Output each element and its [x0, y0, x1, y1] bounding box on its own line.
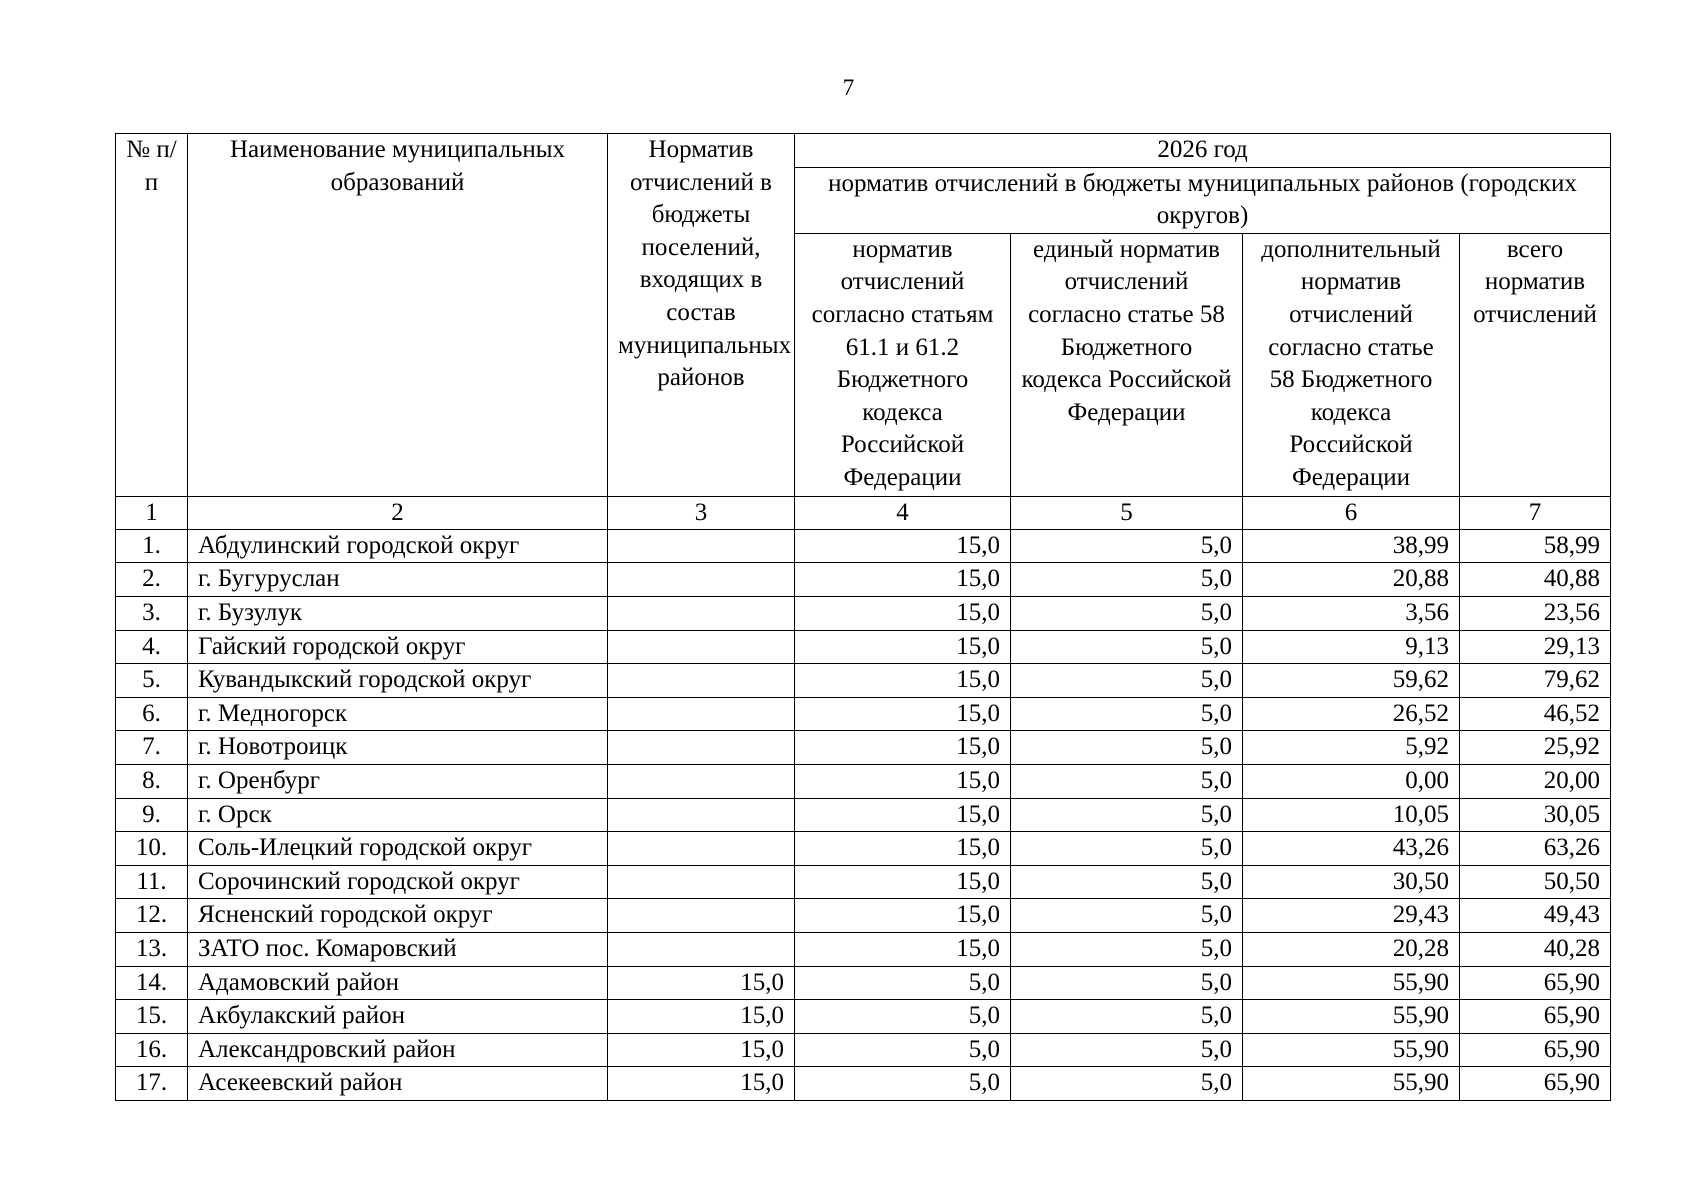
- header-additional-norm: дополнительный норматив отчислений согласно статье 58 Бюджетного кодекса Российской Федерации: [1243, 233, 1460, 496]
- total-norm-value: 65,90: [1460, 1033, 1611, 1067]
- total-norm-value: 79,62: [1460, 664, 1611, 698]
- row-number: 2.: [116, 563, 188, 597]
- additional-norm-value: 30,50: [1243, 865, 1460, 899]
- municipality-name: г. Оренбург: [188, 764, 608, 798]
- single-norm-value: 5,0: [1011, 664, 1243, 698]
- total-norm-value: 46,52: [1460, 697, 1611, 731]
- page-number: 7: [842, 75, 855, 100]
- settlements-norm-value: [608, 832, 795, 866]
- municipality-name: Александровский район: [188, 1033, 608, 1067]
- single-norm-value: 5,0: [1011, 764, 1243, 798]
- header-number: № п/п: [116, 134, 188, 497]
- municipality-name: Кувандыкский городской округ: [188, 664, 608, 698]
- art61-norm-value: 15,0: [795, 596, 1011, 630]
- table-row: [116, 865, 1611, 899]
- total-norm-value: 63,26: [1460, 832, 1611, 866]
- municipality-name: г. Бугуруслан: [188, 563, 608, 597]
- municipality-name: г. Орск: [188, 798, 608, 832]
- settlements-norm-value: [608, 932, 795, 966]
- art61-norm-value: 15,0: [795, 932, 1011, 966]
- single-norm-value: 5,0: [1011, 731, 1243, 765]
- table-row: [116, 731, 1611, 765]
- total-norm-value: 29,13: [1460, 630, 1611, 664]
- additional-norm-value: 0,00: [1243, 764, 1460, 798]
- table-row: [116, 1000, 1611, 1034]
- row-number: 14.: [116, 966, 188, 1000]
- settlements-norm-value: [608, 865, 795, 899]
- additional-norm-value: 9,13: [1243, 630, 1460, 664]
- settlements-norm-value: 15,0: [608, 966, 795, 1000]
- total-norm-value: 49,43: [1460, 899, 1611, 933]
- art61-norm-value: 15,0: [795, 832, 1011, 866]
- art61-norm-value: 5,0: [795, 1000, 1011, 1034]
- total-norm-value: 65,90: [1460, 1000, 1611, 1034]
- table-row: [116, 697, 1611, 731]
- table-row: [116, 664, 1611, 698]
- art61-norm-value: 15,0: [795, 664, 1011, 698]
- table-row: [116, 966, 1611, 1000]
- table-row: [116, 832, 1611, 866]
- row-number: 8.: [116, 764, 188, 798]
- row-number: 15.: [116, 1000, 188, 1034]
- row-number: 13.: [116, 932, 188, 966]
- total-norm-value: 23,56: [1460, 596, 1611, 630]
- total-norm-value: 40,28: [1460, 932, 1611, 966]
- header-total-norm: всего норматив отчислений: [1460, 233, 1611, 496]
- additional-norm-value: 3,56: [1243, 596, 1460, 630]
- single-norm-value: 5,0: [1011, 1067, 1243, 1101]
- additional-norm-value: 55,90: [1243, 1067, 1460, 1101]
- additional-norm-value: 43,26: [1243, 832, 1460, 866]
- deduction-norms-table: [115, 133, 1611, 1101]
- art61-norm-value: 15,0: [795, 899, 1011, 933]
- art61-norm-value: 15,0: [795, 697, 1011, 731]
- municipality-name: г. Бузулук: [188, 596, 608, 630]
- header-single-norm: единый норматив отчислений согласно статье 58 Бюджетного кодекса Российской Федерации: [1011, 233, 1243, 496]
- municipality-name: Соль-Илецкий городской округ: [188, 832, 608, 866]
- single-norm-value: 5,0: [1011, 1033, 1243, 1067]
- settlements-norm-value: [608, 529, 795, 563]
- settlements-norm-value: [608, 664, 795, 698]
- art61-norm-value: 15,0: [795, 563, 1011, 597]
- settlements-norm-value: [608, 630, 795, 664]
- total-norm-value: 65,90: [1460, 966, 1611, 1000]
- row-number: 3.: [116, 596, 188, 630]
- row-number: 16.: [116, 1033, 188, 1067]
- single-norm-value: 5,0: [1011, 966, 1243, 1000]
- row-number: 1.: [116, 529, 188, 563]
- column-number: 1: [116, 496, 188, 529]
- header-settlements-norm: Норматив отчислений в бюджеты поселений, входящих в состав муниципальных районов: [608, 134, 795, 497]
- header-row-1: [116, 134, 1611, 168]
- table-row: [116, 596, 1611, 630]
- settlements-norm-value: [608, 697, 795, 731]
- single-norm-value: 5,0: [1011, 1000, 1243, 1034]
- single-norm-value: 5,0: [1011, 832, 1243, 866]
- column-number: 6: [1243, 496, 1460, 529]
- additional-norm-value: 26,52: [1243, 697, 1460, 731]
- settlements-norm-value: [608, 731, 795, 765]
- total-norm-value: 58,99: [1460, 529, 1611, 563]
- single-norm-value: 5,0: [1011, 563, 1243, 597]
- additional-norm-value: 20,88: [1243, 563, 1460, 597]
- table-row: [116, 563, 1611, 597]
- total-norm-value: 30,05: [1460, 798, 1611, 832]
- art61-norm-value: 15,0: [795, 865, 1011, 899]
- settlements-norm-value: 15,0: [608, 1033, 795, 1067]
- table-row: [116, 529, 1611, 563]
- art61-norm-value: 15,0: [795, 798, 1011, 832]
- row-number: 12.: [116, 899, 188, 933]
- settlements-norm-value: [608, 764, 795, 798]
- art61-norm-value: 15,0: [795, 731, 1011, 765]
- settlements-norm-value: [608, 798, 795, 832]
- art61-norm-value: 15,0: [795, 529, 1011, 563]
- table-row: [116, 1067, 1611, 1101]
- header-municipality-name: Наименование муниципальных образований: [188, 134, 608, 497]
- total-norm-value: 20,00: [1460, 764, 1611, 798]
- column-number-row: [116, 496, 1611, 529]
- municipality-name: ЗАТО пос. Комаровский: [188, 932, 608, 966]
- row-number: 4.: [116, 630, 188, 664]
- single-norm-value: 5,0: [1011, 932, 1243, 966]
- municipality-name: Гайский городской округ: [188, 630, 608, 664]
- row-number: 9.: [116, 798, 188, 832]
- settlements-norm-value: [608, 563, 795, 597]
- single-norm-value: 5,0: [1011, 596, 1243, 630]
- municipality-name: г. Медногорск: [188, 697, 608, 731]
- municipality-name: Ясненский городской округ: [188, 899, 608, 933]
- additional-norm-value: 55,90: [1243, 1033, 1460, 1067]
- single-norm-value: 5,0: [1011, 630, 1243, 664]
- settlements-norm-value: [608, 899, 795, 933]
- total-norm-value: 50,50: [1460, 865, 1611, 899]
- additional-norm-value: 55,90: [1243, 1000, 1460, 1034]
- settlements-norm-value: 15,0: [608, 1000, 795, 1034]
- settlements-norm-value: 15,0: [608, 1067, 795, 1101]
- art61-norm-value: 5,0: [795, 1067, 1011, 1101]
- row-number: 10.: [116, 832, 188, 866]
- single-norm-value: 5,0: [1011, 529, 1243, 563]
- municipality-name: Абдулинский городской округ: [188, 529, 608, 563]
- table-row: [116, 899, 1611, 933]
- table-row: [116, 798, 1611, 832]
- municipality-name: г. Новотроицк: [188, 731, 608, 765]
- single-norm-value: 5,0: [1011, 697, 1243, 731]
- additional-norm-value: 38,99: [1243, 529, 1460, 563]
- additional-norm-value: 55,90: [1243, 966, 1460, 1000]
- art61-norm-value: 5,0: [795, 1033, 1011, 1067]
- municipality-name: Акбулакский район: [188, 1000, 608, 1034]
- table-row: [116, 764, 1611, 798]
- single-norm-value: 5,0: [1011, 798, 1243, 832]
- art61-norm-value: 15,0: [795, 764, 1011, 798]
- header-year: 2026 год: [795, 134, 1611, 168]
- row-number: 5.: [116, 664, 188, 698]
- municipality-name: Сорочинский городской округ: [188, 865, 608, 899]
- total-norm-value: 25,92: [1460, 731, 1611, 765]
- municipality-name: Адамовский район: [188, 966, 608, 1000]
- additional-norm-value: 10,05: [1243, 798, 1460, 832]
- table-row: [116, 630, 1611, 664]
- art61-norm-value: 15,0: [795, 630, 1011, 664]
- row-number: 11.: [116, 865, 188, 899]
- municipality-name: Асекеевский район: [188, 1067, 608, 1101]
- total-norm-value: 40,88: [1460, 563, 1611, 597]
- header-district-norm: норматив отчислений в бюджеты муниципальных районов (городских округов): [795, 167, 1611, 233]
- row-number: 6.: [116, 697, 188, 731]
- art61-norm-value: 5,0: [795, 966, 1011, 1000]
- single-norm-value: 5,0: [1011, 865, 1243, 899]
- single-norm-value: 5,0: [1011, 899, 1243, 933]
- row-number: 17.: [116, 1067, 188, 1101]
- column-number: 5: [1011, 496, 1243, 529]
- header-art61-norm: норматив отчислений согласно статьям 61.1 и 61.2 Бюджетного кодекса Российской Федерации: [795, 233, 1011, 496]
- column-number: 7: [1460, 496, 1611, 529]
- row-number: 7.: [116, 731, 188, 765]
- total-norm-value: 65,90: [1460, 1067, 1611, 1101]
- additional-norm-value: 59,62: [1243, 664, 1460, 698]
- additional-norm-value: 29,43: [1243, 899, 1460, 933]
- column-number: 3: [608, 496, 795, 529]
- column-number: 2: [188, 496, 608, 529]
- table-row: [116, 1033, 1611, 1067]
- additional-norm-value: 5,92: [1243, 731, 1460, 765]
- additional-norm-value: 20,28: [1243, 932, 1460, 966]
- column-number: 4: [795, 496, 1011, 529]
- table-row: [116, 932, 1611, 966]
- settlements-norm-value: [608, 596, 795, 630]
